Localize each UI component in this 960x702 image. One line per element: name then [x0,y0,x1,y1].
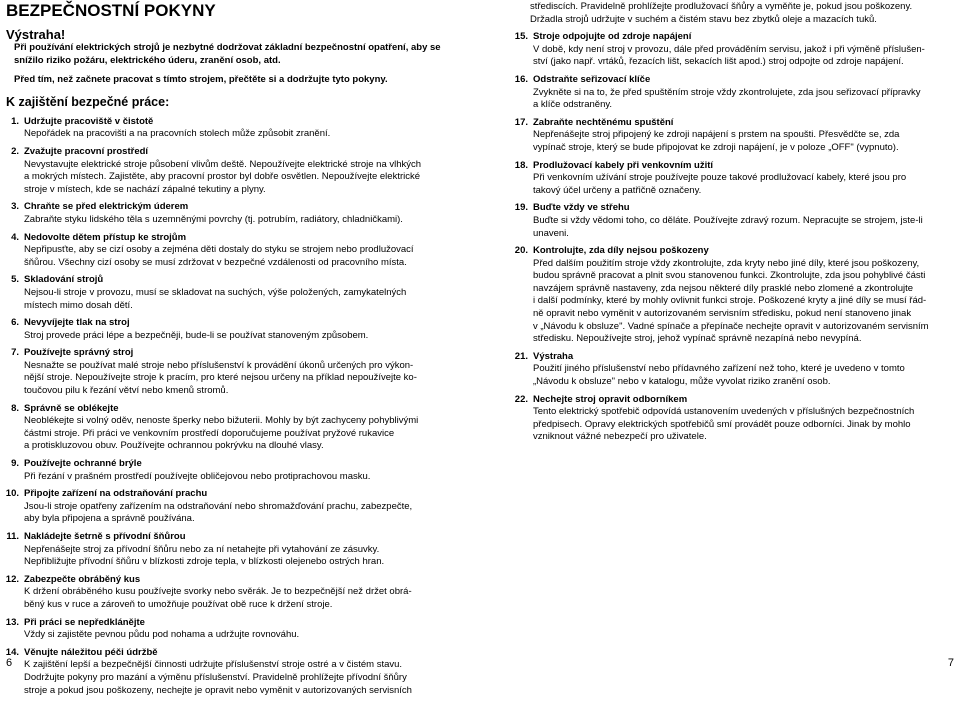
list-item [0,488,452,526]
item-number: 17. [514,116,528,128]
item-content [533,160,955,198]
item-text: Neoblékejte si volný oděv, nenoste šperky nebo bižuterii. Mohly by být zachyceny pohyblivými částmi stroje. Při práci ve venkovním prostředí doporučujeme používat pryžové rukavice a protiskluzovou obuv. Používejte ochrannou pokrývku na dlouhé vlasy. [24,415,419,452]
item-title: Správně se oblékejte [24,402,119,414]
page-number-right: 7 [947,657,954,669]
item-number: 15. [514,31,528,43]
list-item [509,74,955,112]
list-item [0,317,452,342]
item-number: 12. [5,573,19,585]
item-content [24,574,452,612]
list-item [0,274,452,312]
item-text: Nepořádek na pracovišti a na pracovních stolech může způsobit zranění. [24,128,331,140]
intro-instruction: Před tím, než začnete pracovat s tímto strojem, přečtěte si a dodržujte tyto pokyny. [14,74,388,86]
list-item [0,201,452,226]
warning-heading: Výstraha! [6,27,66,42]
item-content [24,617,452,642]
list-item [0,458,452,483]
item-content [533,74,955,112]
list-item [509,245,955,346]
list-item [0,146,452,196]
item-content [24,458,452,483]
item-content [24,274,452,312]
item-text: Vždy si zajistěte pevnou půdu pod nohama a udržujte rovnováhu. [24,629,300,641]
item-content [24,347,452,397]
item-number: 22. [514,393,528,405]
item-number: 10. [5,488,19,500]
item-text: Nepřenášejte stroj za přívodní šňůru nebo za ní netahejte při vytahování ze zásuvky. Nepřibližujte přívodní šňůru v blízkosti zdroje tepla, v blízkosti olejenebo ostrých hran. [24,543,385,568]
list-item [509,202,955,240]
item-content [533,351,955,389]
list-item [0,531,452,569]
item-text: Před dalším použitím stroje vždy zkontrolujte, zda kryty nebo jiné díly, které jsou poškozeny, budou správně pracovat a plnit svou stanovenou funkci. Zkontrolujte, zda jsou pohyblivé části navzájem správně nastaveny, zda nejsou některé díly prasklé nebo zlomené a zkontrolujte i další podmínky, které by mohly ovlivnit funkci stroje. Poškozené kryty a jiné díly se musí řád- ně opravit nebo vyměnit v autorizovaném servisním středisku, pokud není stanoveno jinak v „Návodu k obsluze". Vadné spínače a přepínače nechejte opravit v autorizovaném servisním středisku. Nepoužívejte stroj, jehož vypínač správně nezapíná nebo nevypíná. [533,257,929,345]
item-title: Chraňte se před elektrickým úderem [24,201,189,213]
list-item [509,351,955,389]
page-number-left: 6 [6,657,13,669]
list-item [509,117,955,155]
item-title: Používejte správný stroj [24,347,134,359]
item-number: 11. [6,531,19,542]
item-number: 9. [11,458,19,470]
item-number: 19. [514,202,528,214]
item-title: Stroje odpojujte od zdroje napájení [533,31,692,43]
item-content [24,403,452,453]
item-title: Nevyvíjejte tlak na stroj [24,317,130,329]
page-title: BEZPEČNOSTNÍ POKYNY [6,1,216,20]
item-text: V době, kdy není stroj v provozu, dále před prováděním servisu, jakož i při výměně příslušen- ství (jako např. vrtáků, řezacích lišt, sekacích lišt apod.) stroj odpojte od zdroje napájení. [533,43,925,68]
item-title: Věnujte náležitou péči údržbě [24,646,158,658]
item-text: K zajištění lepší a bezpečnější činnosti udržujte příslušenství stroje ostré a v čistém stavu. Dodržujte pokyny pro mazání a výměnu příslušenství. Pravidelně prohlížejte přívodní šňůry stroje a pokud jsou poškozeny, nechejte je opravit nebo vyměnit v autorizovaných servisních [24,659,412,696]
item-title: Prodlužovací kabely při venkovním užití [533,159,714,171]
item-text: Při venkovním užívání stroje používejte pouze takové prodlužovací kabely, které jsou pro takový účel určeny a patřičně označeny. [533,172,907,196]
safety-list-left [6,116,452,697]
list-item [0,647,452,697]
item-number: 16. [514,73,528,85]
item-text: Nevystavujte elektrické stroje působení vlivům deště. Nepoužívejte elektrické stroje na vlhkých a mokrých místech. Zajistěte, aby pracovní prostor byl dobře osvětlen. Nepoužívejte elektrické stroje v místech, kde se nachází zápalné tekutiny a plyny. [24,158,422,195]
item-text: K držení obráběného kusu používejte svorky nebo svěrák. Je to bezpečnější než držet obrá- běný kus v ruce a zároveň to umožňuje používat obě ruce k držení stroje. [24,586,412,610]
item-number: 8. [11,402,19,414]
item-content [533,245,955,346]
item-content [24,232,452,270]
item-number: 5. [11,274,19,286]
intro-paragraph: Při používání elektrických strojů je nezbytné dodržovat základní bezpečnostní opatření, aby se snížilo riziko požáru, elektrického úderu, zranění osob, atd. [14,42,441,66]
item-content [24,116,452,141]
item-text: Nepřipusťte, aby se cizí osoby a zejména děti dostaly do styku se strojem nebo prodlužovací šňůrou. Všechny cizí osoby se musí zdržovat v bezpečné vzdálenosti od pracovního místa. [24,244,414,268]
list-item [0,574,452,612]
item-number: 20. [514,245,528,257]
item-title: Skladování strojů [24,274,104,286]
item-number: 14. [5,646,19,658]
list-item [0,347,452,397]
list-item [509,31,955,69]
list-item [0,617,452,642]
item-title: Při práci se nepředklánějte [24,616,145,628]
right-column [509,0,955,449]
item-number: 1. [11,115,19,127]
item-number: 3. [11,201,19,213]
item-title: Nedovolte dětem přístup ke strojům [24,231,187,243]
item-text: Zvykněte si na to, že před spuštěním stroje vždy zkontrolujete, zda jsou seřizovací přípravky a klíče odstraněny. [533,86,921,111]
item-title: Zvažujte pracovní prostředí [24,145,149,157]
list-item [0,232,452,270]
item-text: Při řezání v prašném prostředí používejte obličejovou nebo protiprachovou masku. [24,470,371,482]
item-text: Buďte si vždy vědomi toho, co děláte. Používejte zdravý rozum. Nepracujte se strojem, jste-li unaveni. [533,214,923,239]
item-title: Nakládejte šetrně s přívodní šňůrou [24,531,186,542]
item-content [533,394,955,444]
item-number: 2. [11,145,19,157]
item-content [533,202,955,240]
item-title: Buďte vždy ve střehu [533,202,630,214]
item-number: 6. [11,317,19,329]
item-content [24,531,452,569]
item-text: Nepřenášejte stroj připojený ke zdroji napájení s prstem na spoušti. Přesvědčte se, zda vypínač stroje, který se bude připojovat ke zdroji napájení, je v poloze „OFF" (vypnuto). [533,129,900,153]
item-content [24,488,452,526]
item-text: Nesnažte se používat malé stroje nebo příslušenství k provádění úkonů určených pro výkon- nější stroje. Nepoužívejte stroje k pracím, pro které nejsou určeny na příklad nepoužívejte ko- toučovou pilu k řezání větví nebo kmenů stromů. [24,359,417,397]
item-text: Použití jiného příslušenství nebo přídavného zařízení než toho, které je uvedeno v tomto „Návodu k obsluze" nebo v katalogu, může vyvolat riziko zranění osob. [533,363,905,388]
item-title: Udržujte pracoviště v čistotě [24,115,154,127]
item-number: 13. [5,616,19,628]
item-content [24,647,452,697]
item-text: Zabraňte styku lidského těla s uzemněnými povrchy (tj. potrubím, radiátory, chladničkami). [24,213,403,225]
item-title: Kontrolujte, zda díly nejsou poškozeny [533,245,709,257]
section-heading: K zajištění bezpečné práce: [6,94,170,109]
item-text: Nejsou-li stroje v provozu, musí se skladovat na suchých, výše položených, zamykatelných místech mimo dosah dětí. [24,286,407,311]
item-content [24,317,452,342]
left-column [6,0,452,702]
item-title: Připojte zařízení na odstraňování prachu [24,488,208,500]
item-title: Používejte ochranné brýle [24,458,142,470]
item-text: Stroj provede práci lépe a bezpečněji, bude-li se používat stanoveným způsobem. [24,329,369,341]
item-text: Jsou-li stroje opatřeny zařízením na odstraňování nebo shromažďování prachu, zabezpečte, aby byla připojena a správně používána. [24,500,413,525]
item-number: 7. [11,347,19,359]
item-content [533,117,955,155]
list-item [0,403,452,453]
list-item [509,160,955,198]
item-content [24,201,452,226]
item-number: 4. [11,231,19,243]
continued-paragraph: střediscích. Pravidelně prohlížejte prodlužovací šňůry a vyměňte je, pokud jsou poškozeny. Držadla strojů udržujte v suchém a čistém stavu bez zbytků oleje a mazacích tuků. [530,1,913,25]
item-title: Odstraňte seřizovací klíče [533,73,651,85]
item-title: Zabezpečte obráběný kus [24,573,141,585]
item-number: 21. [514,350,528,362]
item-number: 18. [514,159,528,171]
item-content [24,146,452,196]
item-text: Tento elektrický spotřebič odpovídá ustanovením uvedených v příslušných bezpečnostních předpisech. Opravy elektrických spotřebičů smí provádět pouze odborníci. Jinak by mohlo vzniknout vážné nebezpečí pro uživatele. [533,406,915,443]
item-title: Zabraňte nechtěnému spuštění [533,116,674,128]
item-title: Výstraha [533,350,574,362]
list-item [0,116,452,141]
safety-list-right [509,31,955,444]
list-item [509,394,955,444]
item-content [533,31,955,69]
item-title: Nechejte stroj opravit odborníkem [533,393,688,405]
